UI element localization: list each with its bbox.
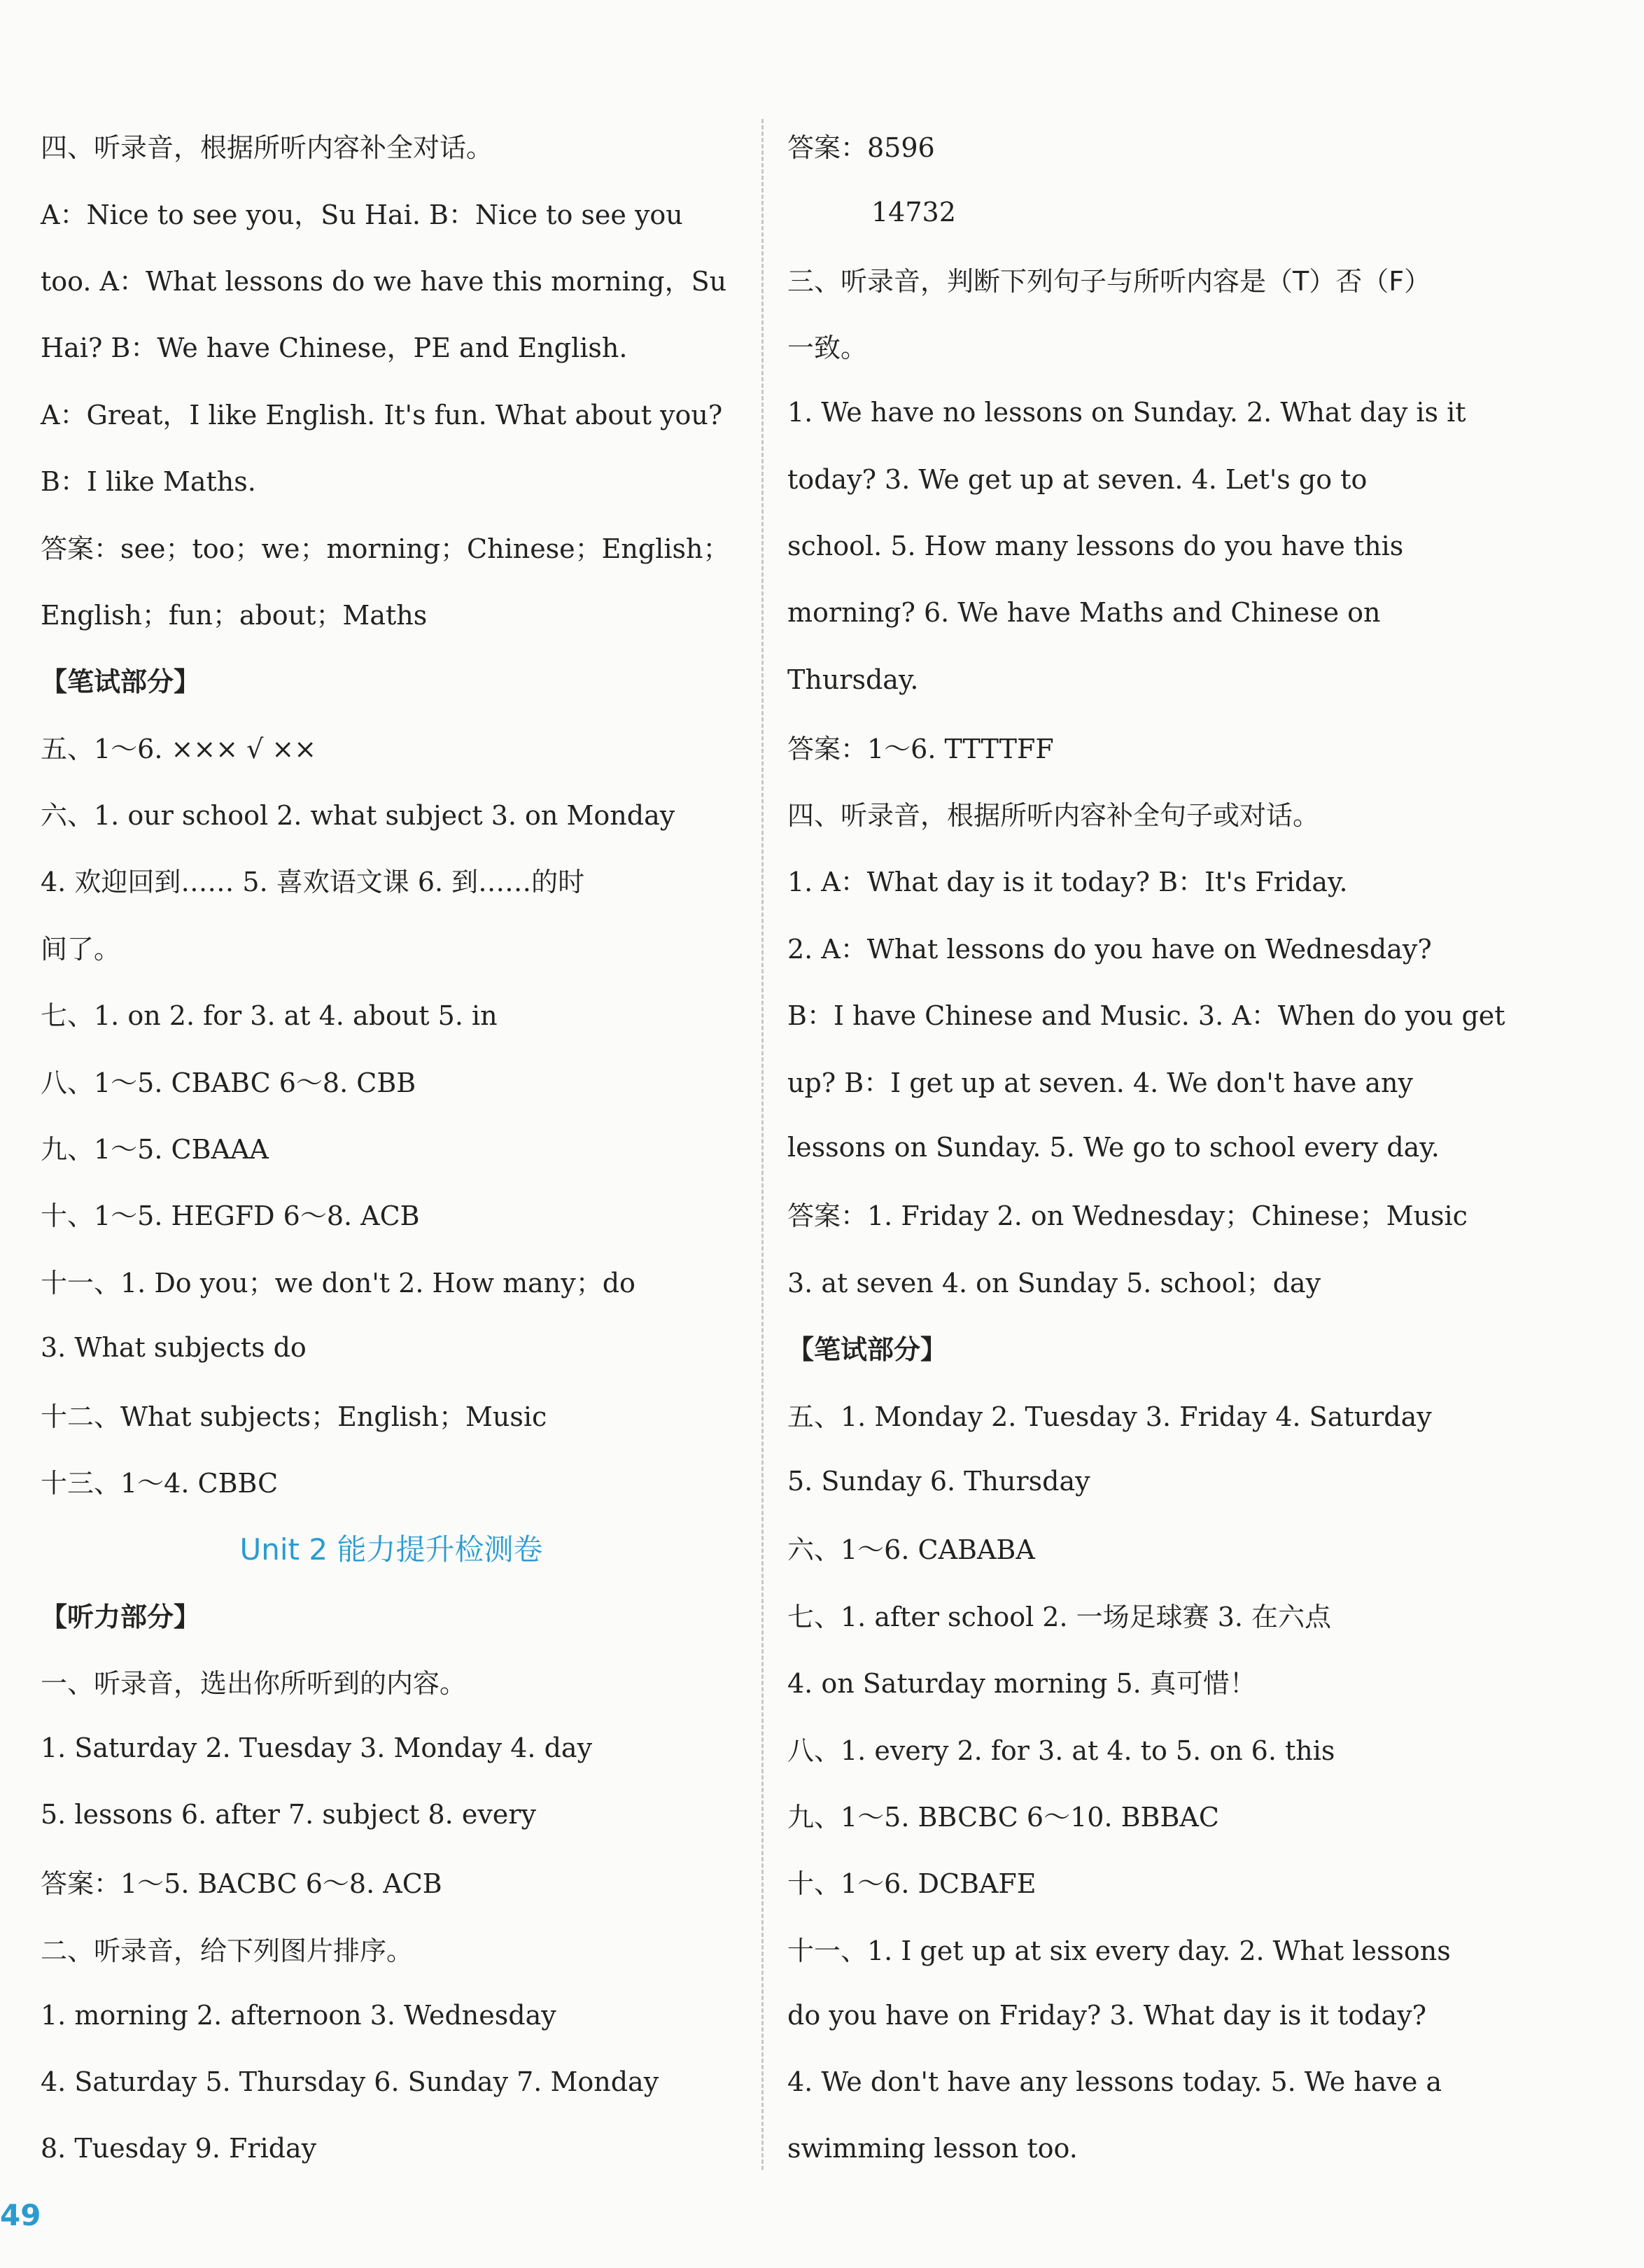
text-line: 1. A：What day is it today? B：It's Friday.	[787, 867, 1348, 898]
text-line: B：I like Maths.	[41, 466, 256, 498]
text-line: 十一、1. Do you；we don't 2. How many；do	[41, 1267, 635, 1298]
text-line: 1. morning 2. afternoon 3. Wednesday	[41, 1999, 556, 2031]
text-line: 3. What subjects do	[41, 1331, 307, 1363]
text-line: 五、1～6. ××× √ ××	[41, 733, 317, 764]
text-line: 五、1. Monday 2. Tuesday 3. Friday 4. Saturday	[787, 1401, 1432, 1432]
text-line: 十、1～5. HEGFD 6～8. ACB	[41, 1200, 420, 1232]
text-line: 间了。	[41, 933, 121, 965]
text-line: 答案：8596	[787, 132, 935, 164]
text-line: 2. A：What lessons do you have on Wednesday?	[787, 933, 1432, 965]
text-line: 1. Saturday 2. Tuesday 3. Monday 4. day	[41, 1732, 593, 1764]
section-heading: 一、听录音，选出你所听到的内容。	[41, 1668, 467, 1700]
right-column	[787, 112, 1505, 2182]
section-heading: 【听力部分】	[41, 1601, 201, 1632]
text-line: Hai? B：We have Chinese，PE and English.	[41, 332, 628, 364]
text-line: 八、1. every 2. for 3. at 4. to 5. on 6. this	[787, 1735, 1335, 1766]
left-column	[41, 112, 742, 2182]
section-heading: 四、听录音，根据所听内容补全对话。	[41, 132, 493, 164]
text-line: 4. We don't have any lessons today. 5. We have a	[787, 2066, 1442, 2098]
text-line: 七、1. after school 2. 一场足球赛 3. 在六点	[787, 1601, 1332, 1632]
text-line: 5. Sunday 6. Thursday	[787, 1465, 1090, 1497]
text-line: 八、1～5. CBABC 6～8. CBB	[41, 1067, 416, 1098]
section-heading: 【笔试部分】	[787, 1334, 948, 1366]
text-line: 答案：1～5. BACBC 6～8. ACB	[41, 1868, 442, 1900]
text-line: 5. lessons 6. after 7. subject 8. every	[41, 1799, 536, 1830]
text-line: morning? 6. We have Maths and Chinese on	[787, 597, 1381, 629]
text-line: 十一、1. I get up at six every day. 2. What lessons	[787, 1935, 1451, 1966]
page-number: 49	[0, 2198, 41, 2232]
section-title: Unit 2 能力提升检测卷	[239, 1532, 543, 1567]
text-line: 十三、1～4. CBBC	[41, 1468, 279, 1499]
section-heading: 三、听录音，判断下列句子与所听内容是（T）否（F）	[787, 265, 1431, 297]
text-line: 4. on Saturday morning 5. 真可惜！	[787, 1668, 1256, 1700]
text-line: 答案：1～6. TTTTFF	[787, 733, 1054, 764]
text-line: 8. Tuesday 9. Friday	[41, 2133, 317, 2164]
text-line: 4. 欢迎回到…… 5. 喜欢语文课 6. 到……的时	[41, 867, 585, 898]
text-line: 1. We have no lessons on Sunday. 2. What day is it	[787, 397, 1466, 428]
text-line: do you have on Friday? 3. What day is it today?	[787, 1999, 1426, 2031]
text-line: B：I have Chinese and Music. 3. A：When do you get	[787, 1000, 1505, 1032]
section-heading: 一致。	[787, 332, 868, 364]
text-line: 六、1. our school 2. what subject 3. on Monday	[41, 800, 675, 832]
text-line: Thursday.	[787, 664, 919, 695]
text-line: 3. at seven 4. on Sunday 5. school；day	[787, 1267, 1321, 1298]
text-line: 十、1～6. DCBAFE	[787, 1868, 1037, 1900]
section-heading: 二、听录音，给下列图片排序。	[41, 1935, 414, 1966]
text-line: 答案：see；too；we；morning；Chinese；English；	[41, 533, 730, 564]
text-line: 答案：1. Friday 2. on Wednesday；Chinese；Music	[787, 1200, 1468, 1232]
text-line: school. 5. How many lessons do you have this	[787, 531, 1404, 562]
text-line: 九、1～5. CBAAA	[41, 1134, 269, 1166]
text-line: A：Nice to see you，Su Hai. B：Nice to see you	[41, 199, 683, 230]
text-line: A：Great，I like English. It's fun. What about you?	[41, 399, 723, 430]
text-line: swimming lesson too.	[787, 2133, 1078, 2164]
text-line: 十二、What subjects；English；Music	[41, 1401, 547, 1432]
section-heading: 四、听录音，根据所听内容补全句子或对话。	[787, 800, 1320, 832]
column-divider	[761, 119, 764, 2170]
text-line: 六、1～6. CABABA	[787, 1534, 1035, 1566]
text-line: lessons on Sunday. 5. We go to school every day.	[787, 1131, 1440, 1163]
text-line: up? B：I get up at seven. 4. We don't have any	[787, 1067, 1413, 1098]
text-line: 九、1～5. BBCBC 6～10. BBBAC	[787, 1801, 1219, 1833]
text-line: 4. Saturday 5. Thursday 6. Sunday 7. Monday	[41, 2066, 659, 2098]
text-line: too. A：What lessons do we have this morning，Su	[41, 265, 727, 297]
text-line: 14732	[871, 197, 956, 228]
section-heading: 【笔试部分】	[41, 666, 201, 698]
text-line: English；fun；about；Maths	[41, 599, 428, 631]
text-line: 七、1. on 2. for 3. at 4. about 5. in	[41, 1000, 498, 1032]
text-line: today? 3. We get up at seven. 4. Let's go to	[787, 463, 1368, 495]
